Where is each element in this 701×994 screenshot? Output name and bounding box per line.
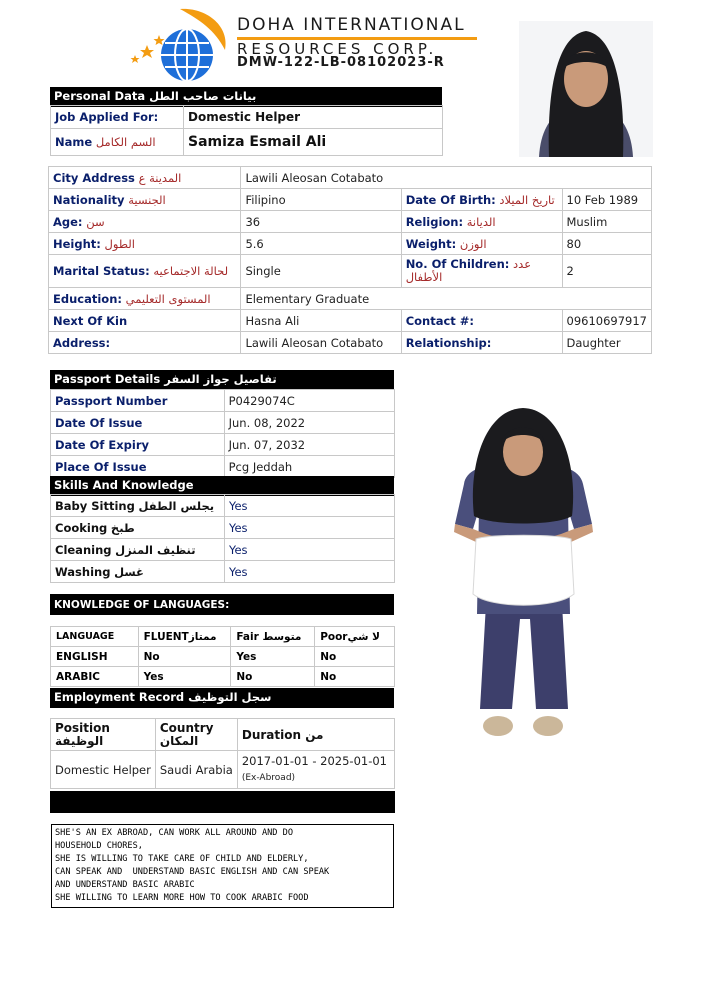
applicant-headshot [519,21,653,157]
employment-position: Domestic Helper [51,751,156,789]
skills-bar: Skills And Knowledge [50,476,394,496]
religion-label: Religion: [405,214,464,229]
employment-country: Saudi Arabia [155,751,237,789]
relationship-value: Daughter [562,332,652,354]
nationality-label-cell [49,189,241,211]
education-label: Education: [53,291,122,306]
place-of-issue-value: Pcg Jeddah [224,456,394,478]
place-of-issue-label: Place Of Issue [51,456,225,478]
lang-header-language: LANGUAGE [51,627,139,647]
marital-label-arabic: لحالة الاجتماعيه [153,264,229,278]
contact-value: 09610697917 [562,310,652,332]
lang-header-poor: Poorلا شي [315,627,395,647]
languages-bar: KNOWLEDGE OF LANGUAGES: [50,594,394,615]
table-row [51,434,395,456]
divider-bar [50,791,395,813]
dob-label: Date Of Birth: [405,192,496,207]
nationality-value: Filipino [241,189,401,211]
marital-label: Marital Status: [53,264,150,278]
table-row [51,106,443,129]
lang-name: ARABIC [51,667,139,687]
marital-label-cell [49,255,241,288]
weight-value: 80 [562,233,652,255]
weight-label-arabic: الوزن [459,236,487,251]
weight-label: Weight: [405,236,457,251]
nationality-label-arabic: الجنسية [128,192,166,207]
country-header [155,719,237,751]
skill-label: Cleaning [55,542,112,557]
employment-duration-note: (Ex-Abroad) [241,772,296,783]
lang-name: ENGLISH [51,647,139,667]
education-label-arabic: المستوى التعليمي [125,291,211,306]
skill-value: Yes [224,561,394,583]
table-row [51,667,395,687]
table-row [49,233,652,255]
table-row [49,288,652,310]
issue-date-label: Date Of Issue [51,412,225,434]
religion-label-cell [401,211,562,233]
dob-value: 10 Feb 1989 [562,189,652,211]
skill-label: Cooking [55,520,108,535]
expiry-date-value: Jun. 07, 2032 [224,434,394,456]
lang-header-fluent: FLUENTممتاز [138,627,231,647]
children-value: 2 [562,255,652,288]
expiry-date-label: Date Of Expiry [51,434,225,456]
weight-label-cell [401,233,562,255]
table-row [49,332,652,354]
table-row [49,211,652,233]
country-header-label: Country [159,720,214,735]
dob-label-arabic: تاريخ الميلاد [499,192,555,207]
lang-fair: Yes [231,647,315,667]
table-row [51,495,395,517]
person-full-body-icon [446,404,601,744]
company-name-line1: DOHA INTERNATIONAL [237,15,466,35]
position-header-arabic: الوظيفة [55,733,104,748]
city-label: City Address [53,170,135,185]
relationship-label: Relationship: [401,332,562,354]
table-row [51,627,395,647]
employment-duration-cell [237,751,394,789]
height-label-cell [49,233,241,255]
lang-header-fair: Fair متوسط [231,627,315,647]
table-row [51,517,395,539]
passport-number-value: P0429074C [224,390,394,412]
children-label-arabic: عدد [513,257,532,271]
job-applied-label: Job Applied For: [51,106,184,129]
license-number: DMW-122-LB-08102023-R [237,55,445,70]
skill-label-cell [51,539,225,561]
name-label: Name [55,135,93,149]
company-logo [125,5,485,85]
skill-value: Yes [224,495,394,517]
lang-poor: No [315,667,395,687]
issue-date-value: Jun. 08, 2022 [224,412,394,434]
age-label-arabic: سن [86,214,105,229]
skill-label-cell [51,517,225,539]
table-row [51,456,395,478]
details-table [48,166,652,354]
education-value: Elementary Graduate [241,288,652,310]
name-label-arabic: السم الكامل [95,135,156,149]
city-label-cell [49,167,241,189]
table-row [51,647,395,667]
passport-details-bar: Passport Details تفاصيل جواز السفر [50,370,394,390]
duration-header: Duration من [237,719,394,751]
skill-label-cell [51,561,225,583]
religion-label-arabic: الديانة [466,214,496,229]
employment-table [50,718,395,789]
next-of-kin-label: Next Of Kin [49,310,241,332]
globe-logo-icon [125,5,240,85]
applicant-full-body-photo [446,404,601,744]
company-name-line2: RESOURCES CORP. [237,40,438,58]
person-portrait-icon [519,21,653,157]
skill-label-arabic: يجلس الطفل [138,498,215,513]
lang-fluent: No [138,647,231,667]
skill-label: Washing [55,564,111,579]
skill-label: Baby Sitting [55,498,135,513]
dob-label-cell [401,189,562,211]
table-row [51,539,395,561]
skill-label-arabic: غسل [114,564,144,579]
languages-table [50,626,395,687]
city-value: Lawili Aleosan Cotabato [241,167,652,189]
table-row [49,189,652,211]
contact-label: Contact #: [401,310,562,332]
table-row [49,167,652,189]
table-row [49,255,652,288]
age-value: 36 [241,211,401,233]
employment-record-bar: Employment Record سجل التوظيف [50,688,394,708]
lang-poor: No [315,647,395,667]
table-row [51,129,443,156]
remarks-box: SHE'S AN EX ABROAD, CAN WORK ALL AROUND AND DO HOUSEHOLD CHORES, SHE IS WILLING TO TAKE CARE OF CHILD AND ELDERLY, CAN SPEAK AND UNDERSTAND BASIC ENGLISH AND CAN SPEAK AND UNDERSTAND BASIC ARABIC SHE WILLING TO LEARN MORE HOW TO COOK ARABIC FOOD [51,824,394,908]
employment-duration: 2017-01-01 - 2025-01-01 [241,753,387,768]
age-label: Age: [53,214,83,229]
position-header-label: Position [55,720,110,735]
skill-label-arabic: تنظيف المنزل [115,542,196,557]
table-row [51,390,395,412]
height-label-arabic: الطول [104,236,135,251]
children-label: No. Of Children: [405,257,510,271]
position-header [51,719,156,751]
table-row [51,412,395,434]
address-label: Address: [49,332,241,354]
religion-value: Muslim [562,211,652,233]
children-label-cell [401,255,562,288]
personal-data-bar: Personal Data بيانات صاحب الطل [50,87,442,107]
skill-value: Yes [224,517,394,539]
skills-table [50,494,395,583]
applicant-name: Samiza Esmail Ali [184,129,443,156]
passport-table [50,389,395,478]
marital-value: Single [241,255,401,288]
address-value: Lawili Aleosan Cotabato [241,332,401,354]
age-label-cell [49,211,241,233]
lang-fluent: Yes [138,667,231,687]
city-label-arabic: المدينة ع [138,170,182,185]
education-label-cell [49,288,241,310]
children-label-arabic-2: الأطفال [405,270,443,284]
personal-data-table [50,105,443,156]
passport-number-label: Passport Number [51,390,225,412]
height-label: Height: [53,236,101,251]
next-of-kin-value: Hasna Ali [241,310,401,332]
table-row [51,751,395,789]
skill-label-cell [51,495,225,517]
skill-value: Yes [224,539,394,561]
table-row [51,719,395,751]
job-applied-value: Domestic Helper [184,106,443,129]
table-row [49,310,652,332]
country-header-arabic: المكان [159,733,199,748]
lang-fair: No [231,667,315,687]
table-row [51,561,395,583]
height-value: 5.6 [241,233,401,255]
skill-label-arabic: طبخ [110,520,135,535]
nationality-label: Nationality [53,192,125,207]
name-label-cell [51,129,184,156]
